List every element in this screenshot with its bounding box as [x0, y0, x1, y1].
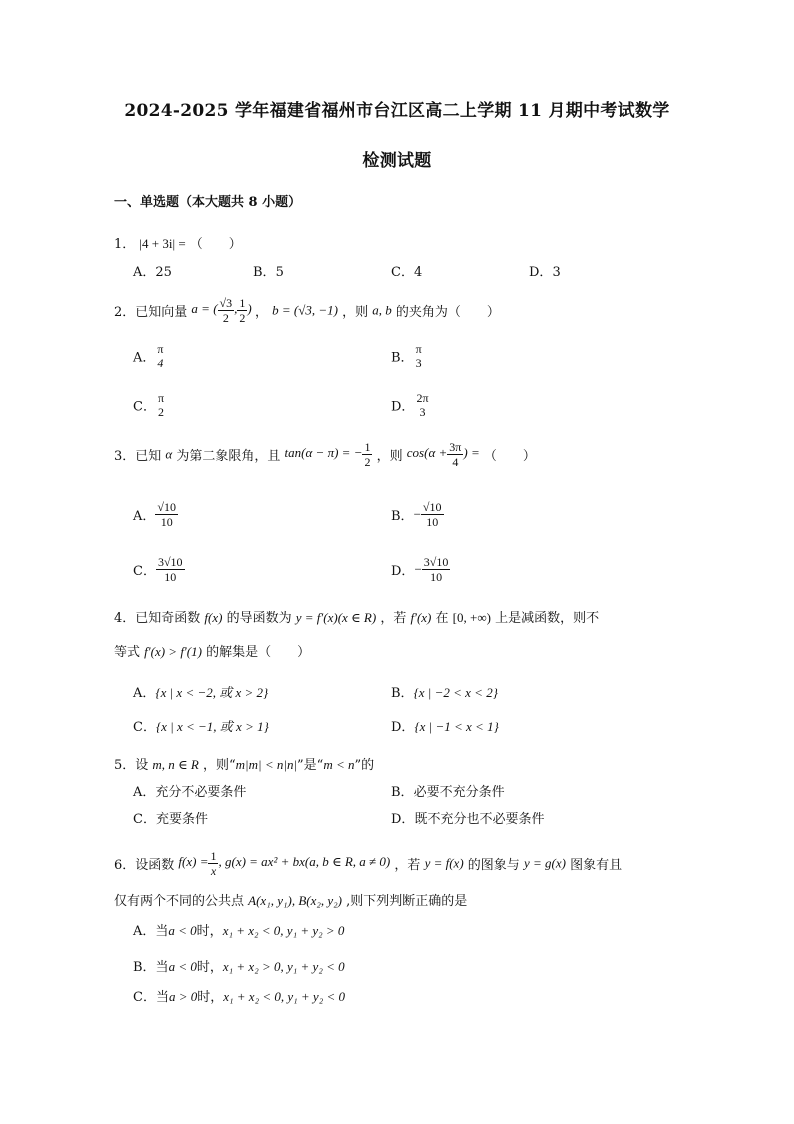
question-4-line2: 等式 f′(x) > f′(1) 的解集是（ ） — [114, 644, 311, 660]
q4-option-a: A．{x | x < −2, 或 x > 2} — [133, 685, 269, 701]
q5-option-c: C．充要条件 — [133, 812, 208, 827]
q5-option-a: A．充分不必要条件 — [133, 785, 247, 800]
answer-paren: （ ） — [189, 237, 242, 252]
question-1 — [114, 233, 242, 252]
exam-title-line2: 检测试题 — [362, 151, 432, 171]
q4-option-c: C．{x | x < −1, 或 x > 1} — [133, 719, 269, 735]
q2-option-c: C． π 2 — [133, 391, 165, 419]
q1-option-a: A．25 — [133, 265, 172, 280]
q2-option-d: D． 2π 3 — [391, 391, 429, 419]
exam-title-line1: 2024-2025 学年福建省福州市台江区高二上学期 11 月期中考试数学 — [124, 101, 670, 121]
q3-option-c: C． $\frac{3√10}{10}$ — [133, 555, 183, 584]
tan-expression: tan(α − π) = − $\frac{1}{2}$ — [284, 440, 371, 469]
question-2: 2．已知向量 a = ( $\frac{√3}{2}$ , $\frac{1}{2}$ ) ， b = (√3, −1) ，则 a, b 的夹角为（ ） — [114, 296, 500, 325]
q6-option-a: A．当a < 0时，x₁ + x₂ < 0, y₁ + y₂ > 0 — [133, 923, 345, 939]
q6-option-c: C．当a > 0时，x₁ + x₂ < 0, y₁ + y₂ < 0 — [133, 989, 345, 1005]
question-number: 1． — [114, 237, 136, 252]
q4-option-b: B．{x | −2 < x < 2} — [391, 685, 498, 701]
q3-option-d: D．− $\frac{3√10}{10}$ — [391, 555, 449, 584]
vector-ab: a, b — [372, 302, 392, 318]
math-expression: |4 + 3i| = — [139, 236, 186, 251]
q1-option-b: B．5 — [253, 265, 284, 280]
q3-option-a: A． $\frac{√10}{10}$ — [133, 500, 176, 529]
q2-option-a: A． π 4 — [133, 342, 164, 370]
q2-option-b: B． π 3 — [391, 342, 422, 370]
q4-option-d: D．{x | −1 < x < 1} — [391, 719, 499, 735]
q1-option-d: D．3 — [529, 265, 561, 280]
q5-option-d: D．既不充分也不必要条件 — [391, 812, 545, 827]
question-6-line1: 6．设函数 f(x) = $\frac{1}{x}$ , g(x) = ax² + bx(a, b ∈ R, a ≠ 0) ，若 y = f(x) 的图象与 y = g(x) 图象有且 — [114, 849, 623, 878]
question-5: 5．设 m, n ∈ R ，则“m|m| < n|n|”是“m < n”的 — [114, 757, 375, 773]
cos-expression: cos(α + $\frac{3\pi}{4}$ ) = — [406, 440, 480, 469]
vector-b: b = (√3, −1) — [272, 302, 338, 318]
question-6-line2: 仅有两个不同的公共点 A(x₁, y₁), B(x₂, y₂) ,则下列判断正确的是 — [114, 893, 468, 909]
question-3: 3．已知 α 为第二象限角，且 tan(α − π) = − $\frac{1}{2}$ ，则 cos(α + $\frac{3\pi}{4}$ ) = （ ） — [114, 440, 536, 469]
q6-option-b: B．当a < 0时，x₁ + x₂ > 0, y₁ + y₂ < 0 — [133, 959, 345, 975]
section-heading: 一、单选题（本大题共 8 小题） — [114, 195, 302, 210]
vector-a: a = ( $\frac{√3}{2}$ , $\frac{1}{2}$ ) — [191, 296, 252, 325]
q5-option-b: B．必要不充分条件 — [391, 785, 505, 800]
q1-option-c: C．4 — [391, 265, 423, 280]
q3-option-b: B．− $\frac{√10}{10}$ — [391, 500, 442, 529]
question-4-line1: 4．已知奇函数 f(x) 的导函数为 y = f′(x)(x ∈ R) ，若 f′(x) 在 [0, +∞) 上是减函数，则不 — [114, 610, 600, 626]
